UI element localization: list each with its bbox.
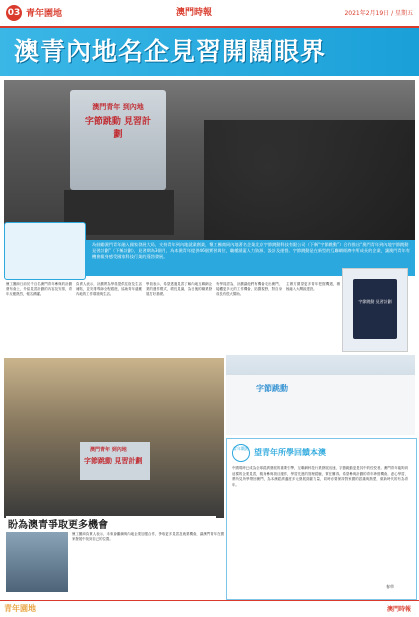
illustration-tubes (4, 222, 86, 280)
poster-panel (353, 279, 397, 339)
footer-masthead: 澳門時報 (386, 606, 411, 613)
poster-text: 字節跳動 見習計劃 (358, 299, 392, 304)
footer-section-name: 青年園地 (4, 604, 36, 613)
audience-area (204, 120, 415, 240)
group-photo-screen-subtitle: 字節跳動 見習計劃 (84, 457, 143, 465)
section-name: 青年園地 (26, 9, 63, 19)
building-sign: 字節跳動 (256, 384, 288, 393)
issue-date: 2021年2月19日 / 星期五 (344, 10, 413, 17)
commentary-text: 中國現時已成為全球經濟發展的重要引擎，互聯網科技行業發展迅速，字節跳動更是其中的佼佼者。澳門青年能夠到這樣的企業見習，親身參與項目運作，學習先進的管理經驗，實在難得。希望參與計劃的青年珍惜機會，虛心學習，將所見所學帶回澳門，為本澳經濟適度多元發展貢獻力量，同時亦要保持對家國的認識與熱愛，做新時代的有為青年。 (232, 466, 408, 487)
article-column-5: 主辦方期望更多青年把握機遇，積極融入大灣區建設。 (286, 282, 340, 292)
portrait-photo (6, 532, 68, 592)
group-photo-screen-title: 澳門青年 到內地 (90, 447, 127, 453)
subheadline: 盼為澳青爭取更多機會 (8, 520, 108, 531)
masthead: 澳門時報 (176, 8, 213, 18)
main-headline: 澳青內地名企見習開闊眼界 (14, 37, 327, 66)
summary-text: 為鼓勵澳門青年融入國家發展大局，支持青年到內地就業創業，懷工團商同內地著名企業北京字節跳動科技有限公司（下稱“字節跳動”）合作推出“澳門青年到內地字節跳動見習計劃”（下稱計劃），見習期為3個月，為本澳青年提供46個實習崗位，職種涵蓋人力資源、設計及運營。字節跳動是在新型的互聯網經濟中所成長的企業，讓澳門青年有機會親身感受國家科技行業的蓬勃發展。 (92, 242, 410, 259)
article-column-1: 懷工團商日前於千百名澳門青年參與的計劃發布會上，介紹見習計劃的內容及安排，青年反應熱烈，報名踴躍。 (6, 282, 72, 297)
article-column-2: 負責人表示，計劃將為學員提供住宿及生活補貼，並安排導師全程跟進，協助青年適應內地的工作環境與生活。 (76, 282, 142, 297)
program-poster (342, 268, 408, 352)
commentary-title: 望青年所學回饋本澳 (254, 448, 326, 457)
bottom-article-text: 懷工團商負責人表示，未來會繼續與內地企業加強合作，爭取更多見習及就業機會，讓澳門青年在國家發展中找到自己的位置。 (72, 532, 224, 542)
stage-screen-title: 澳門青年 到內地 (92, 103, 144, 111)
commentary-badge: 青年觀點 (232, 444, 250, 462)
building-wall (226, 375, 415, 435)
commentary-signature: 春草 (386, 584, 394, 589)
stage-screen-subtitle: 字節跳動 見習計劃 (84, 117, 152, 140)
group-photo (4, 358, 224, 518)
page-number: 03 (6, 5, 22, 21)
article-column-4: 有學員認為，計劃讓他們有機會走出澳門，接觸更多元的工作機會，拓闊視野，對自身成長有很大幫助。 (216, 282, 282, 297)
article-column-3: 學員表示，希望透過見習了解內地互聯網企業的運作模式，增長見識，為日後的職業發展打好基礎。 (146, 282, 212, 297)
page-footer (0, 600, 419, 617)
office-building-photo (226, 355, 415, 435)
seminar-photo (4, 80, 415, 240)
